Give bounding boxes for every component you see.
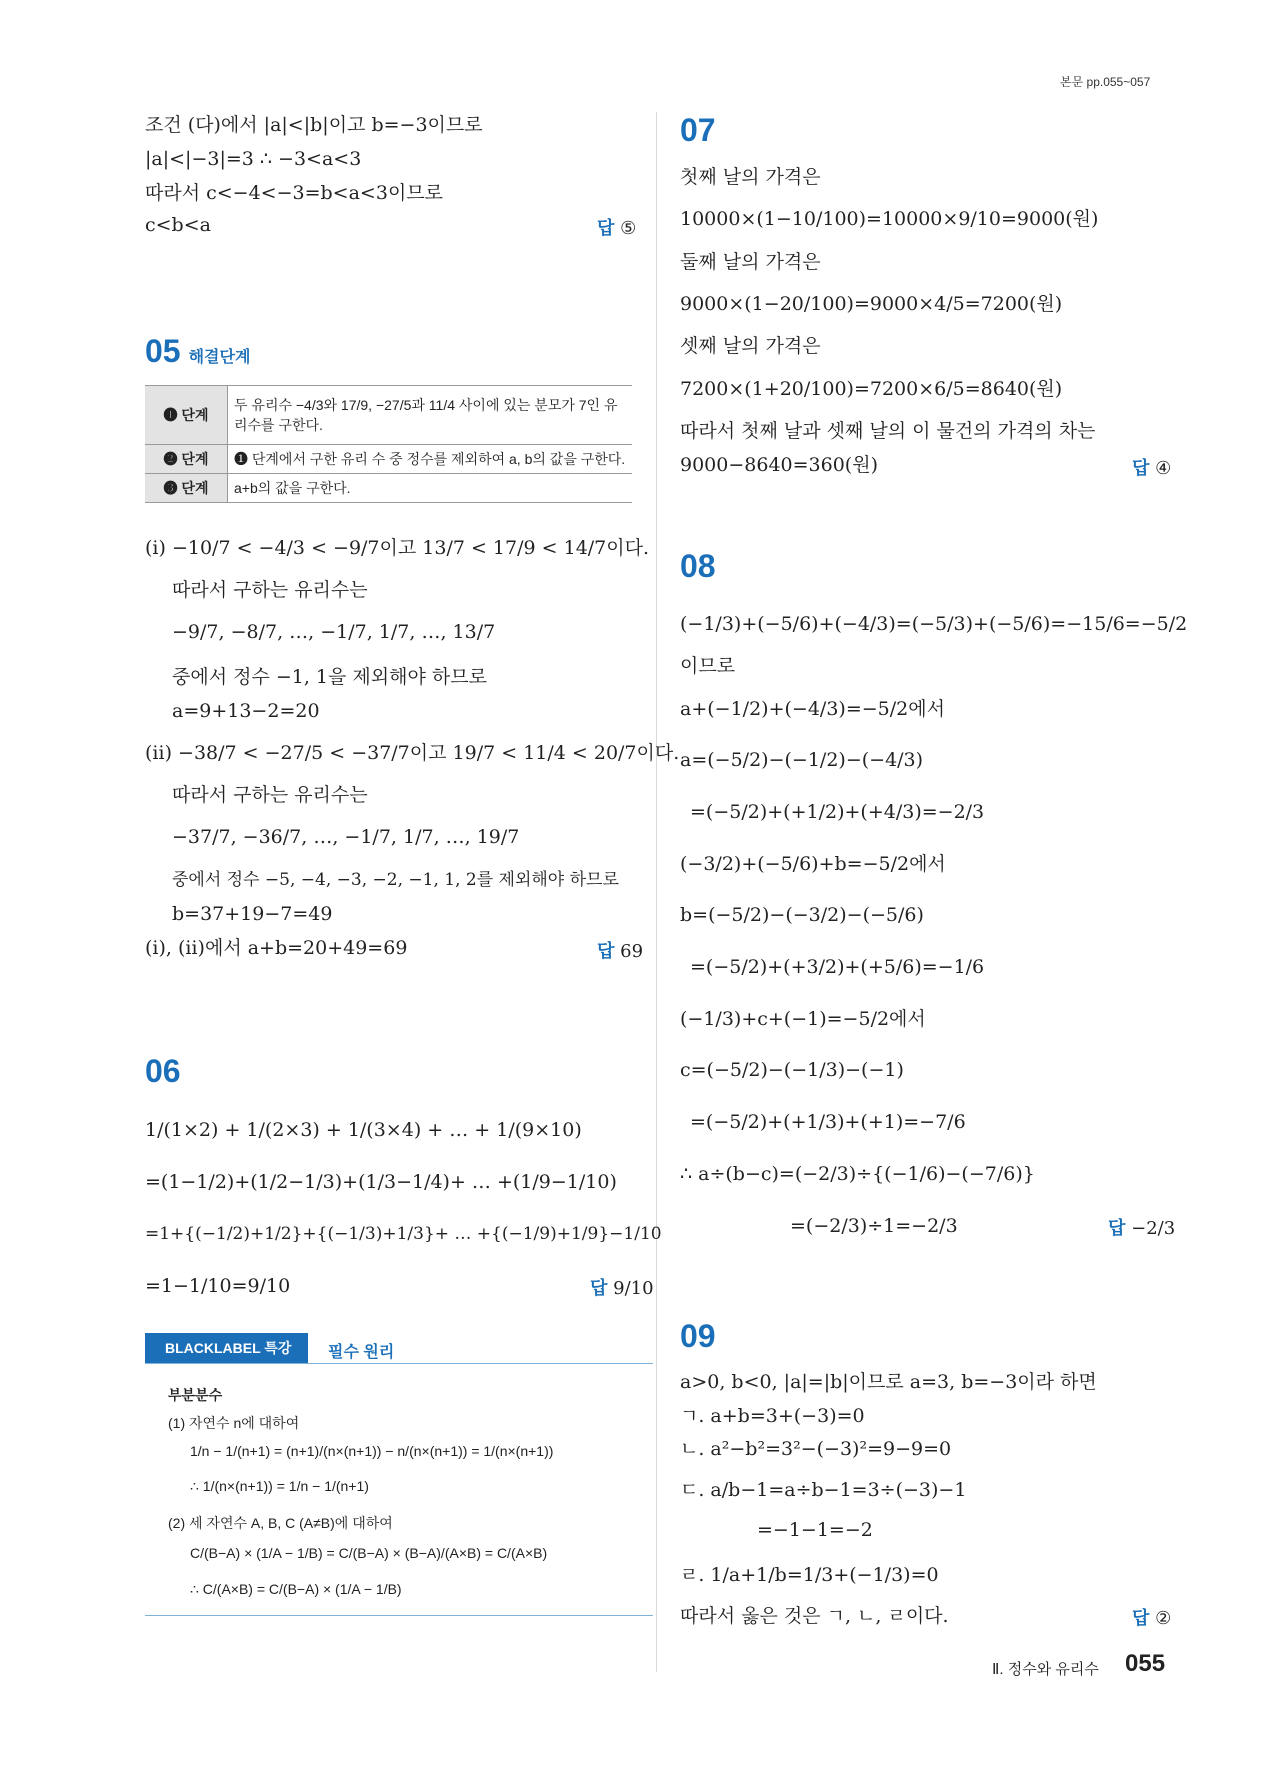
q06-line-1: 1/(1×2) + 1/(2×3) + 1/(3×4) + … + 1/(9×10): [145, 1119, 582, 1141]
q05-line-1: (ⅰ) −10/7 < −4/3 < −9/7이고 13/7 < 17/9 < 14/7이다.: [145, 537, 650, 559]
prev-answer: [597, 214, 636, 240]
q08-line-1: (−1/3)+(−5/6)+(−4/3)=(−5/3)+(−5/6)=−15/6=−5/2: [680, 613, 1188, 635]
q09-line-2: ㄱ. a+b=3+(−3)=0: [680, 1405, 865, 1427]
table-row: [145, 386, 632, 445]
step-key: ❶ 단계: [145, 386, 228, 445]
answer-value: ④: [1155, 458, 1172, 479]
problem-number-09: 09: [680, 1318, 716, 1354]
q08-line-4: a=(−5/2)−(−1/2)−(−4/3): [680, 749, 924, 771]
blacklabel-box: [145, 1333, 653, 1616]
q07-line-5: 셋째 날의 가격은: [680, 335, 821, 357]
q08-line-3: a+(−1/2)+(−4/3)=−5/2에서: [680, 698, 945, 720]
blacklabel-line-4: (2) 세 자연수 A, B, C (A≠B)에 대하여: [168, 1515, 393, 1531]
q05-line-5: a=9+13−2=20: [172, 700, 320, 722]
q05-line-10: b=37+19−7=49: [172, 903, 333, 925]
q05-line-4: 중에서 정수 −1, 1을 제외해야 하므로: [172, 666, 487, 688]
problem-number: 05: [145, 333, 181, 369]
prev-line-2: |a|<|−3|=3 ∴ −3<a<3: [145, 148, 362, 170]
q05-line-9: 중에서 정수 −5, −4, −3, −2, −1, 1, 2를 제외해야 하므로: [172, 870, 619, 890]
q05-line-6: (ⅱ) −38/7 < −27/5 < −37/7이고 19/7 < 11/4 < 20/7이다.: [145, 742, 680, 764]
answer-value: 69: [620, 941, 644, 962]
q08-line-6: (−3/2)+(−5/6)+b=−5/2에서: [680, 853, 946, 875]
q09-line-1: a>0, b<0, |a|=|b|이므로 a=3, b=−3이라 하면: [680, 1371, 1097, 1393]
q08-line-12: ∴ a÷(b−c)=(−2/3)÷{(−1/6)−(−7/6)}: [680, 1163, 1035, 1185]
prev-line-1: 조건 (다)에서 |a|<|b|이고 b=−3이므로: [145, 114, 483, 136]
q08-line-10: c=(−5/2)−(−1/3)−(−1): [680, 1059, 904, 1081]
q07-line-6: 7200×(1+20/100)=7200×6/5=8640(원): [680, 378, 1063, 400]
q07-line-8: 9000−8640=360(원): [680, 454, 878, 476]
blacklabel-line-2: 1/n − 1/(n+1) = (n+1)/(n×(n+1)) − n/(n×(n+1)) = 1/(n×(n+1)): [190, 1443, 554, 1459]
problem-subheading: 해결단계: [188, 349, 251, 366]
blacklabel-line-1: (1) 자연수 n에 대하여: [168, 1415, 300, 1431]
q08-line-8: =(−5/2)+(+3/2)+(+5/6)=−1/6: [690, 956, 985, 978]
q07-line-2: 10000×(1−10/100)=10000×9/10=9000(원): [680, 208, 1099, 230]
q05-line-3: −9/7, −8/7, …, −1/7, 1/7, …, 13/7: [172, 621, 496, 643]
q07-line-7: 따라서 첫째 날과 셋째 날의 이 물건의 가격의 차는: [680, 420, 1096, 442]
problem-number-05: [145, 333, 250, 370]
answer-label: 답: [597, 218, 615, 238]
blacklabel-line-3: ∴ 1/(n×(n+1)) = 1/n − 1/(n+1): [190, 1478, 369, 1494]
q09-line-6: ㄹ. 1/a+1/b=1/3+(−1/3)=0: [680, 1564, 939, 1586]
answer-value: ②: [1155, 1608, 1172, 1629]
solution-steps-table: [145, 385, 632, 503]
q08-line-9: (−1/3)+c+(−1)=−5/2에서: [680, 1008, 926, 1030]
q08-answer: [1108, 1214, 1175, 1240]
answer-label: 답: [1132, 458, 1150, 478]
q09-line-5: =−1−1=−2: [757, 1519, 873, 1541]
chapter-label: Ⅱ. 정수와 유리수: [992, 1661, 1099, 1678]
problem-number-06: 06: [145, 1053, 181, 1089]
q08-line-2: 이므로: [680, 655, 736, 677]
answer-value: 9/10: [613, 1278, 654, 1299]
q05-line-11: (ⅰ), (ⅱ)에서 a+b=20+49=69: [145, 937, 408, 959]
answer-label: 답: [590, 1278, 608, 1298]
prev-line-4: c<b<a: [145, 214, 211, 236]
step-value: a+b의 값을 구한다.: [228, 474, 633, 503]
answer-value: ⑤: [620, 218, 637, 239]
q08-line-11: =(−5/2)+(+1/3)+(+1)=−7/6: [690, 1111, 966, 1133]
q05-line-7: 따라서 구하는 유리수는: [172, 784, 368, 806]
q09-line-7: 따라서 옳은 것은 ㄱ, ㄴ, ㄹ이다.: [680, 1605, 949, 1627]
blacklabel-tab: BLACKLABEL 특강: [145, 1333, 308, 1363]
problem-number-08: 08: [680, 548, 716, 584]
answer-label: 답: [1132, 1608, 1150, 1628]
page-range: 본문 pp.055~057: [1060, 75, 1151, 89]
q05-line-8: −37/7, −36/7, …, −1/7, 1/7, …, 19/7: [172, 826, 520, 848]
q06-line-2: =(1−1/2)+(1/2−1/3)+(1/3−1/4)+ … +(1/9−1/10): [145, 1171, 617, 1193]
step-value: ❶ 단계에서 구한 유리 수 중 정수를 제외하여 a, b의 값을 구한다.: [228, 445, 633, 474]
q06-answer: [590, 1274, 654, 1300]
q07-line-1: 첫째 날의 가격은: [680, 166, 821, 188]
column-divider: [656, 112, 657, 1672]
q07-line-4: 9000×(1−20/100)=9000×4/5=7200(원): [680, 293, 1063, 315]
q08-line-7: b=(−5/2)−(−3/2)−(−5/6): [680, 904, 924, 926]
answer-label: 답: [1108, 1218, 1126, 1238]
page-number: 055: [1125, 1650, 1166, 1677]
answer-value: −2/3: [1131, 1218, 1176, 1239]
blacklabel-subtitle: 필수 원리: [328, 1344, 395, 1361]
q07-answer: [1132, 454, 1171, 480]
q06-line-4: =1−1/10=9/10: [145, 1275, 291, 1297]
divider: [145, 1363, 653, 1364]
q09-line-4: ㄷ. a/b−1=a÷b−1=3÷(−3)−1: [680, 1479, 967, 1501]
q09-answer: [1132, 1604, 1171, 1630]
step-value: 두 유리수 −4/3와 17/9, −27/5과 11/4 사이에 있는 분모가 7인 유리수를 구한다.: [228, 386, 633, 445]
blacklabel-line-6: ∴ C/(A×B) = C/(B−A) × (1/A − 1/B): [190, 1581, 402, 1597]
blacklabel-title: 부분분수: [168, 1387, 223, 1403]
q09-line-3: ㄴ. a²−b²=3²−(−3)²=9−9=0: [680, 1438, 952, 1460]
table-row: [145, 445, 632, 474]
blacklabel-line-5: C/(B−A) × (1/A − 1/B) = C/(B−A) × (B−A)/(A×B) = C/(A×B): [190, 1545, 548, 1561]
q06-line-3: =1+{(−1/2)+1/2}+{(−1/3)+1/3}+ … +{(−1/9)+1/9}−1/10: [145, 1224, 662, 1244]
step-key: ❸ 단계: [145, 474, 228, 503]
q05-answer: [597, 937, 643, 963]
q05-line-2: 따라서 구하는 유리수는: [172, 579, 368, 601]
q08-line-5: =(−5/2)+(+1/2)+(+4/3)=−2/3: [690, 801, 985, 823]
step-key: ❷ 단계: [145, 445, 228, 474]
answer-label: 답: [597, 941, 615, 961]
q07-line-3: 둘째 날의 가격은: [680, 251, 821, 273]
q08-line-13: =(−2/3)÷1=−2/3: [790, 1215, 958, 1237]
prev-line-3: 따라서 c<−4<−3=b<a<3이므로: [145, 182, 443, 204]
problem-number-07: 07: [680, 112, 716, 148]
table-row: [145, 474, 632, 503]
